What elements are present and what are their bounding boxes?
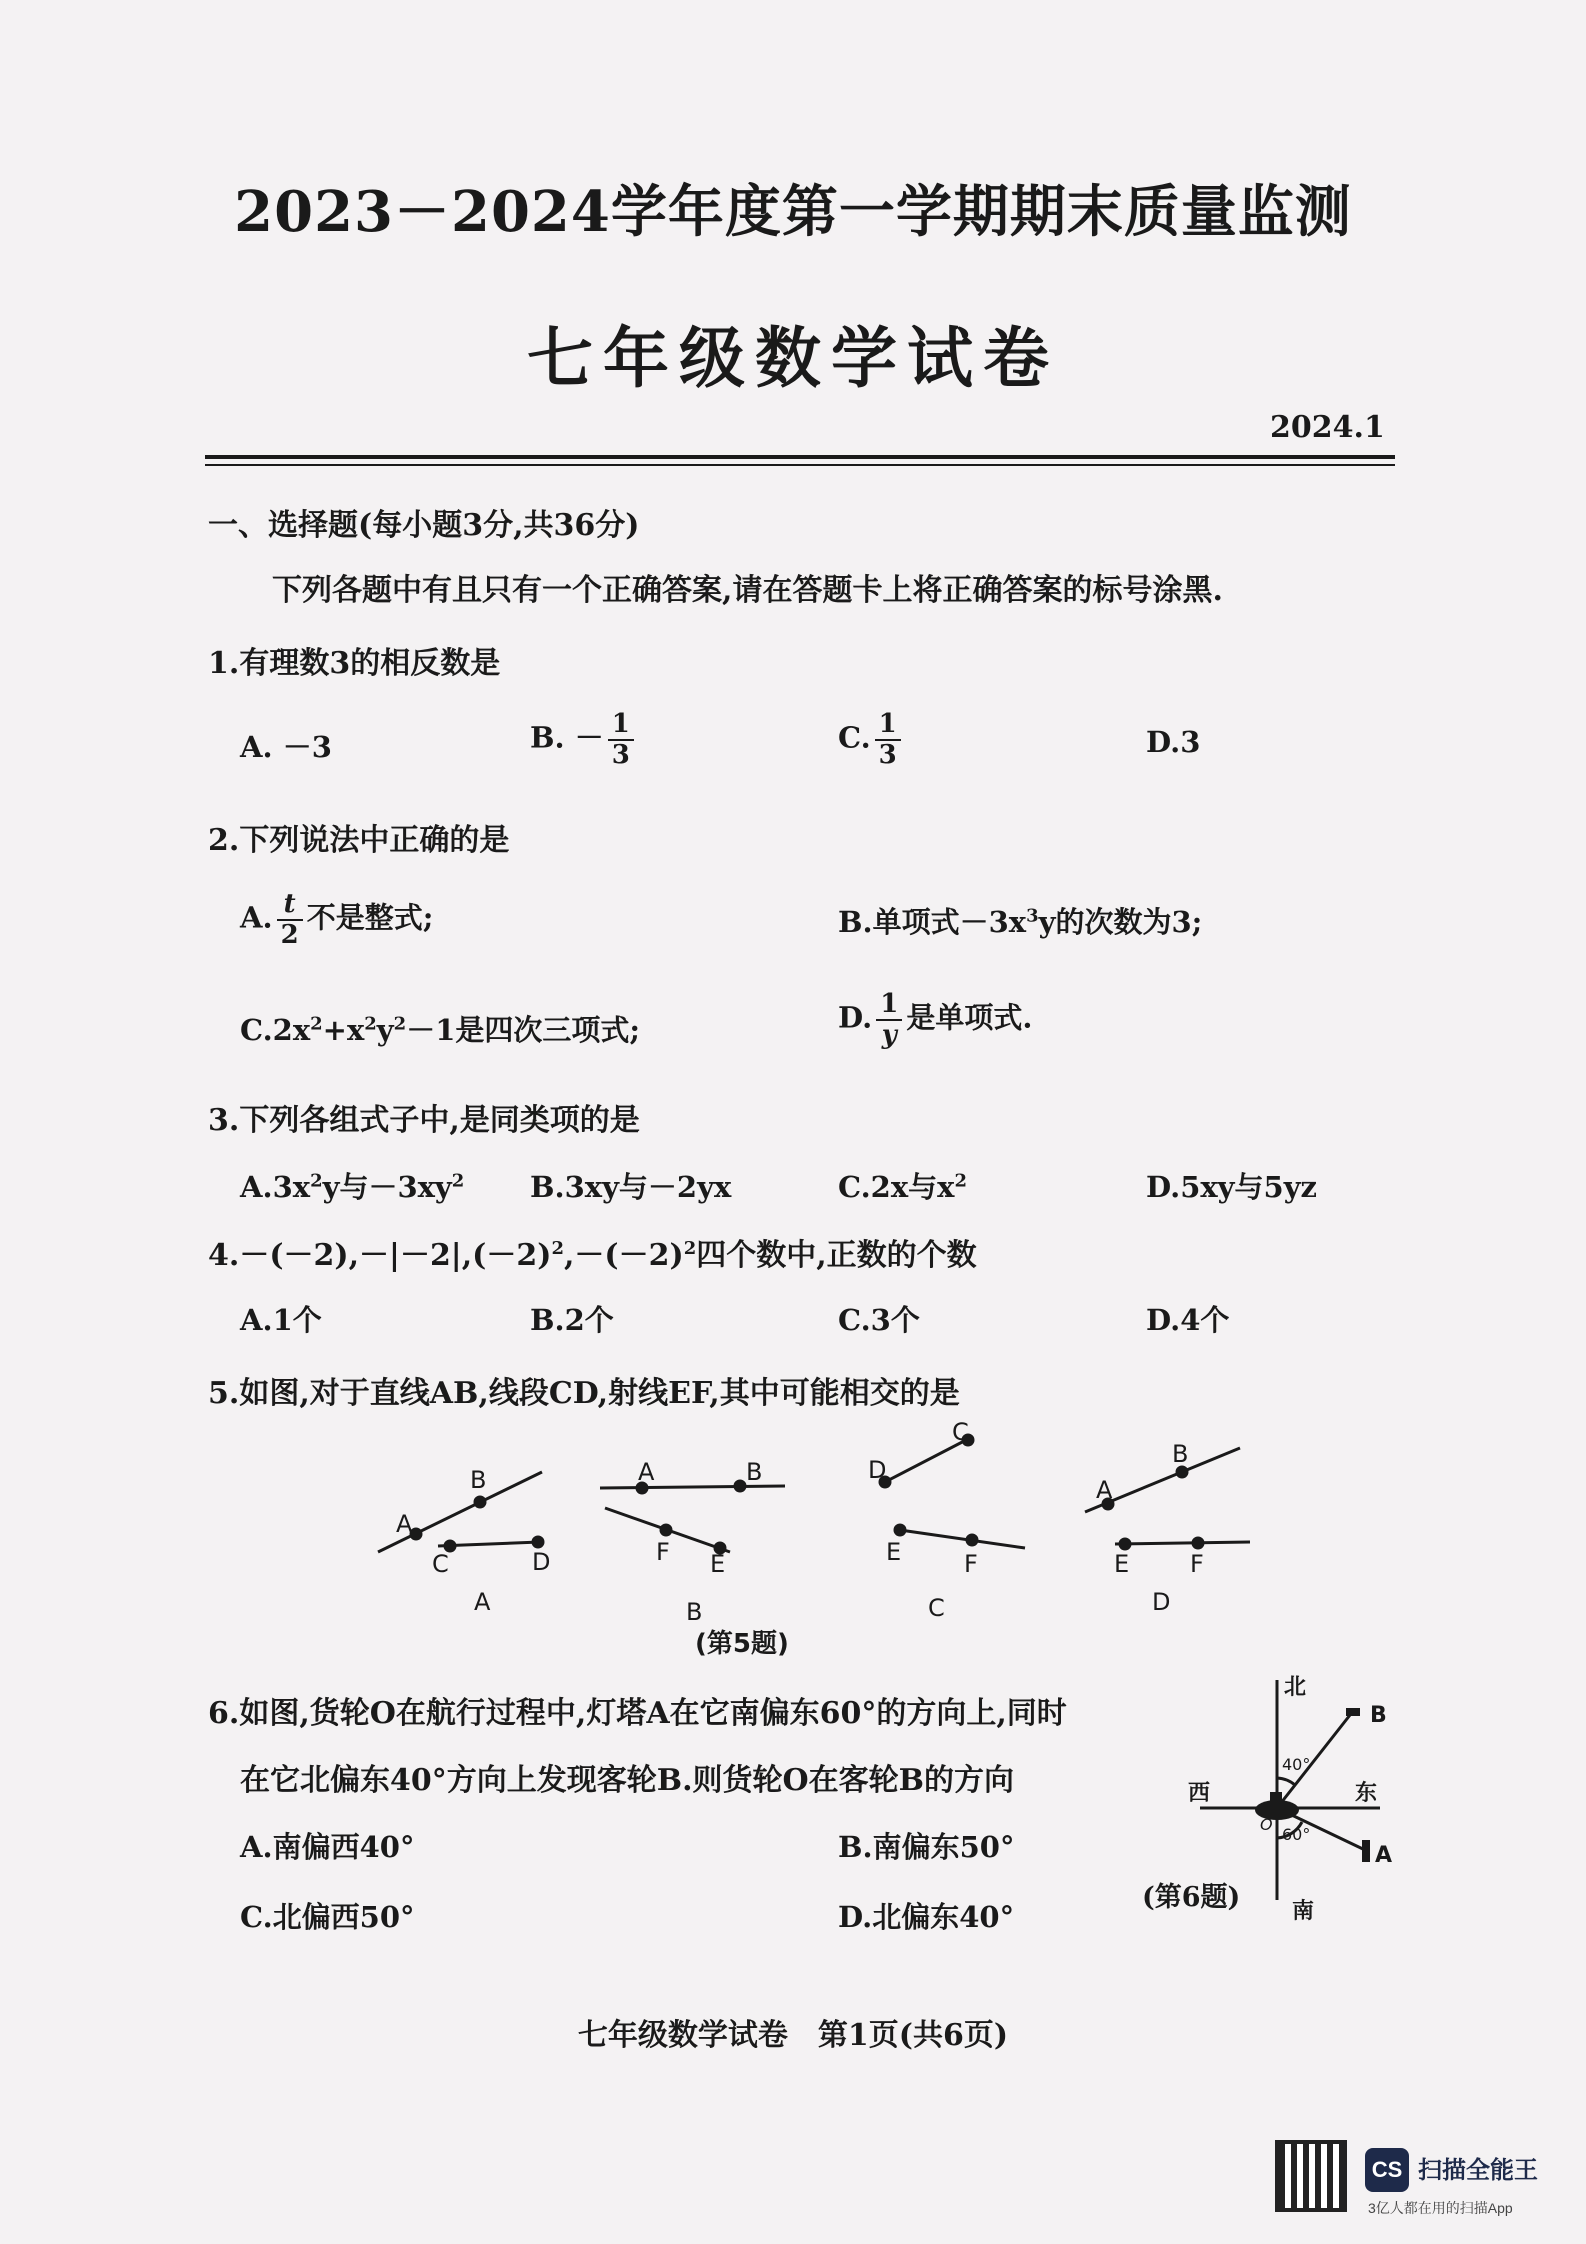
q6-stem-line2: 在它北偏东40°方向上发现客轮B.则货轮O在客轮B的方向: [240, 1763, 1015, 1798]
q6-option-a: A.南偏西40°: [240, 1830, 415, 1864]
compass-origin: O: [1260, 1815, 1273, 1834]
q5-a-point-b: B: [470, 1466, 487, 1494]
q2-option-d: D. $\frac{1}{y}$ 是单项式.: [838, 989, 1033, 1050]
q5-b-point-e: E: [710, 1550, 726, 1578]
q5-c-point-d: D: [868, 1456, 887, 1484]
compass-point-b: B: [1370, 1703, 1387, 1728]
exam-title: 2023－2024学年度第一学期期末质量监测: [234, 179, 1352, 245]
q5-a-point-c: C: [432, 1550, 449, 1578]
q6-option-c: C.北偏西50°: [240, 1900, 415, 1934]
compass-point-a: A: [1375, 1843, 1393, 1868]
q2-option-a: A. $\frac{t}{2}$ 不是整式;: [240, 889, 434, 950]
q5-a-point-d: D: [532, 1548, 551, 1576]
q5-d-point-e: E: [1114, 1550, 1130, 1578]
q4-stem: $4.-(-2),-|-2|,(-2)^2,-(-2)^2$四个数中,正数的个数: [208, 1238, 977, 1273]
section-heading: 一、选择题(每小题3分,共36分): [208, 508, 640, 543]
q5-b-point-a: A: [638, 1458, 655, 1486]
q4-option-a: A.1个: [240, 1303, 322, 1337]
header-rule-thin: [205, 464, 1395, 466]
q6-stem-line1: 6.如图,货轮O在航行过程中,灯塔A在它南偏东60°的方向上,同时: [208, 1696, 1067, 1731]
page-footer: 七年级数学试卷 第1页(共6页): [577, 2018, 1009, 2053]
q1-option-d: D.3: [1146, 725, 1201, 759]
camscanner-tagline: 3亿人都在用的扫描App: [1368, 2200, 1513, 2216]
q5-b-point-f: F: [656, 1538, 670, 1566]
q2-stem: 2.下列说法中正确的是: [208, 823, 510, 858]
camscanner-name: 扫描全能王: [1418, 2157, 1538, 2184]
q6-caption: (第6题): [1142, 1882, 1241, 1913]
q5-panel-d-label: D: [1152, 1588, 1171, 1616]
exam-subtitle: 七年级数学试卷: [527, 319, 1059, 397]
q1-option-a: A. －3: [240, 730, 332, 764]
camscanner-logo: CS: [1365, 2148, 1409, 2192]
q5-d-point-f: F: [1190, 1550, 1204, 1578]
q3-option-d: D.5xy与5yz: [1146, 1170, 1318, 1204]
q6-option-b: B.南偏东50°: [838, 1830, 1015, 1864]
q5-panel-c-label: C: [928, 1594, 945, 1622]
q5-panel-b-label: B: [686, 1598, 703, 1626]
q5-caption: (第5题): [695, 1629, 789, 1659]
compass-angle-a: 60°: [1282, 1825, 1311, 1844]
q5-stem: 5.如图,对于直线AB,线段CD,射线EF,其中可能相交的是: [208, 1376, 960, 1411]
q5-c-point-f: F: [964, 1550, 978, 1578]
q1-stem: 1.有理数3的相反数是: [208, 646, 501, 681]
q5-panel-a-label: A: [474, 1588, 491, 1616]
q5-d-point-b: B: [1172, 1440, 1189, 1468]
q3-option-b: B.3xy与－2yx: [530, 1170, 732, 1204]
q2-option-c: $C.2x^2+x^2y^2-1$是四次三项式;: [240, 1013, 641, 1047]
q3-option-c: C.2x与$x^2$: [838, 1170, 967, 1204]
q1-option-c: C. $\frac{1}{3}$: [838, 710, 905, 769]
q4-option-d: D.4个: [1146, 1303, 1230, 1337]
q5-a-point-a: A: [396, 1510, 413, 1538]
q4-option-b: B.2个: [530, 1303, 614, 1337]
compass-east-label: 东: [1355, 1781, 1378, 1806]
q3-stem: 3.下列各组式子中,是同类项的是: [208, 1103, 640, 1138]
section-instruction: 下列各题中有且只有一个正确答案,请在答题卡上将正确答案的标号涂黑.: [272, 573, 1223, 608]
q2-option-b: B.单项式$-3x^3y$的次数为3;: [838, 905, 1203, 939]
q3-option-a: $A.3x^2y$与$-3xy^2$: [240, 1170, 465, 1204]
compass-west-label: 西: [1188, 1781, 1211, 1806]
q1-option-b: B. － $\frac{1}{3}$: [530, 710, 638, 769]
q5-c-point-c: C: [952, 1420, 969, 1446]
q5-c-point-e: E: [886, 1538, 902, 1566]
exam-date: 2024.1: [1270, 410, 1385, 445]
compass-angle-b: 40°: [1282, 1755, 1311, 1774]
compass-south-label: 南: [1292, 1899, 1315, 1924]
q5-b-point-b: B: [746, 1458, 763, 1486]
q5-d-point-a: A: [1096, 1476, 1113, 1504]
compass-north-label: 北: [1284, 1675, 1307, 1700]
header-rule-thick: [205, 455, 1395, 459]
q4-option-c: C.3个: [838, 1303, 920, 1337]
q6-option-d: D.北偏东40°: [838, 1900, 1015, 1934]
qr-code-icon: [1275, 2140, 1347, 2212]
q5-figure: [360, 1420, 1280, 1660]
